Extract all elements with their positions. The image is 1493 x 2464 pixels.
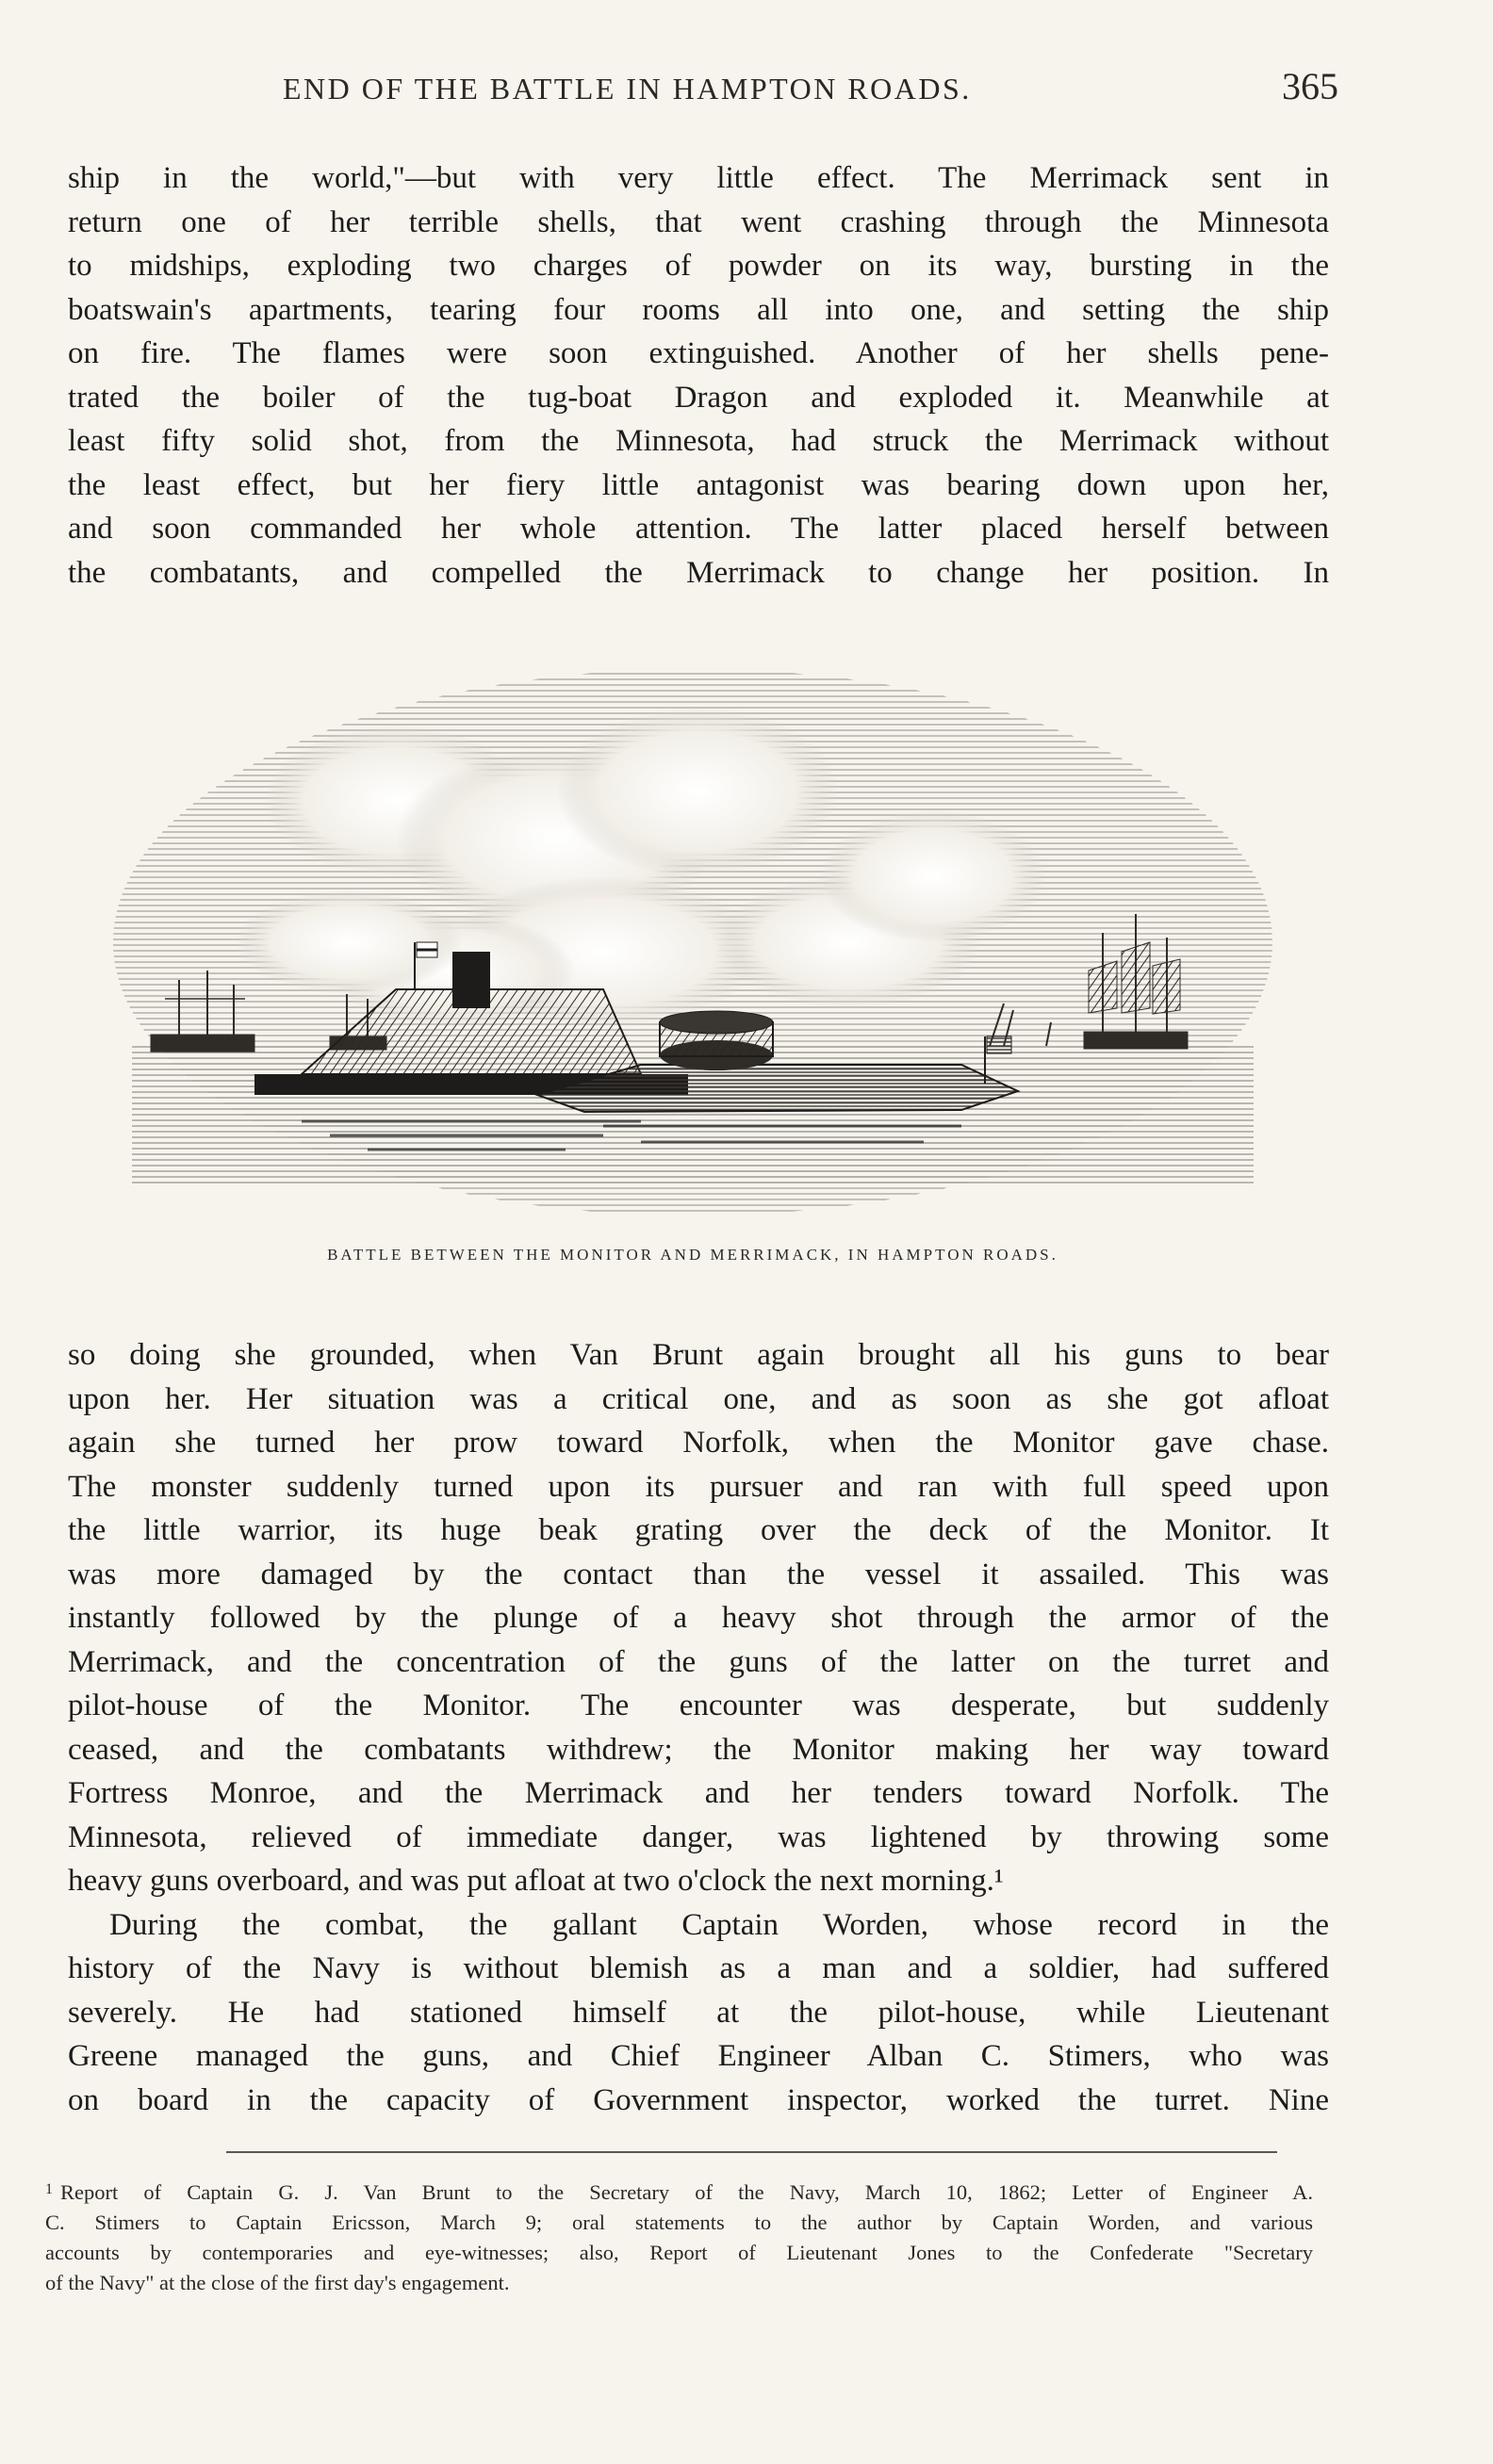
footnote-text: Report of Captain G. J. Van Brunt to the Secretary of the Navy, March 10, 1862; Letter of Engineer A. [60, 2180, 1313, 2204]
text-line: and soon commanded her whole attention. The latter placed herself between [68, 512, 1329, 546]
text-line: again she turned her prow toward Norfolk, when the Monitor gave chase. [68, 1426, 1329, 1460]
text-line: return one of her terrible shells, that went crashing through the Minnesota [68, 204, 1329, 239]
footnote-line: of the Navy" at the close of the first day's engagement. [45, 2271, 510, 2294]
running-title: END OF THE BATTLE IN HAMPTON ROADS. [283, 72, 972, 106]
text-line: Merrimack, and the concentration of the guns of the latter on the turret and [68, 1644, 1329, 1679]
text-line: Greene managed the guns, and Chief Engineer Alban C. Stimers, who was [68, 2039, 1329, 2073]
footnote-line [45, 2175, 1313, 2208]
text-line: pilot-house of the Monitor. The encounter was desperate, but suddenly [68, 1689, 1329, 1722]
text-line: upon her. Her situation was a critical one, and as soon as she got afloat [68, 1381, 1329, 1416]
text-line: During the combat, the gallant Captain Worden, whose record in the [109, 1907, 1329, 1942]
text-line: so doing she grounded, when Van Brunt again brought all his guns to bear [68, 1338, 1329, 1372]
text-line: was more damaged by the contact than the vessel it assailed. This was [68, 1557, 1329, 1591]
battle-engraving-illustration [113, 660, 1272, 1225]
body-text-bottom [68, 1333, 1329, 2122]
text-line: severely. He had stationed himself at the pilot-house, while Lieutenant [68, 1995, 1329, 2030]
text-line: instantly followed by the plunge of a heavy shot through the armor of the [68, 1601, 1329, 1635]
body-text-top [68, 156, 1329, 595]
text-line: Minnesota, relieved of immediate danger, was lightened by throwing some [68, 1819, 1329, 1854]
text-line: boatswain's apartments, tearing four rooms all into one, and setting the ship [68, 292, 1329, 327]
running-head [283, 64, 1338, 121]
text-line: the little warrior, its huge beak grating over the deck of the Monitor. It [68, 1513, 1329, 1547]
page-number: 365 [1282, 65, 1338, 107]
text-line: heavy guns overboard, and was put afloat at two o'clock the next morning.¹ [68, 1864, 1004, 1898]
illustration-caption: BATTLE BETWEEN THE MONITOR AND MERRIMACK, IN HAMPTON ROADS. [327, 1246, 1058, 1264]
footnote-line: C. Stimers to Captain Ericsson, March 9; oral statements to the author by Captain Worden, and various [45, 2211, 1313, 2234]
text-line: to midships, exploding two charges of powder on its way, bursting in the [68, 249, 1329, 283]
text-line: ship in the world,"—but with very little effect. The Merrimack sent in [68, 161, 1329, 195]
text-line: the combatants, and compelled the Merrimack to change her position. In [68, 555, 1329, 590]
text-line: the least effect, but her fiery little antagonist was bearing down upon her, [68, 467, 1329, 502]
text-line: on fire. The flames were soon extinguished. Another of her shells pene- [68, 336, 1329, 370]
text-line: trated the boiler of the tug-boat Dragon and exploded it. Meanwhile at [68, 380, 1329, 415]
footnote [45, 2175, 1313, 2298]
footnote-divider [226, 2151, 1277, 2153]
footnote-line: accounts by contemporaries and eye-witnesses; also, Report of Lieutenant Jones to the Confederate "Secretary [45, 2241, 1313, 2264]
text-line: on board in the capacity of Government inspector, worked the turret. Nine [68, 2082, 1329, 2117]
text-line: ceased, and the combatants withdrew; the Monitor making her way toward [68, 1732, 1329, 1767]
text-line: history of the Navy is without blemish as a man and a soldier, had suffered [68, 1951, 1329, 1985]
footnote-marker: 1 [45, 2181, 53, 2197]
text-line: The monster suddenly turned upon its pursuer and ran with full speed upon [68, 1469, 1329, 1504]
text-line: Fortress Monroe, and the Merrimack and her tenders toward Norfolk. The [68, 1776, 1329, 1810]
text-line: least fifty solid shot, from the Minnesota, had struck the Merrimack without [68, 424, 1329, 458]
